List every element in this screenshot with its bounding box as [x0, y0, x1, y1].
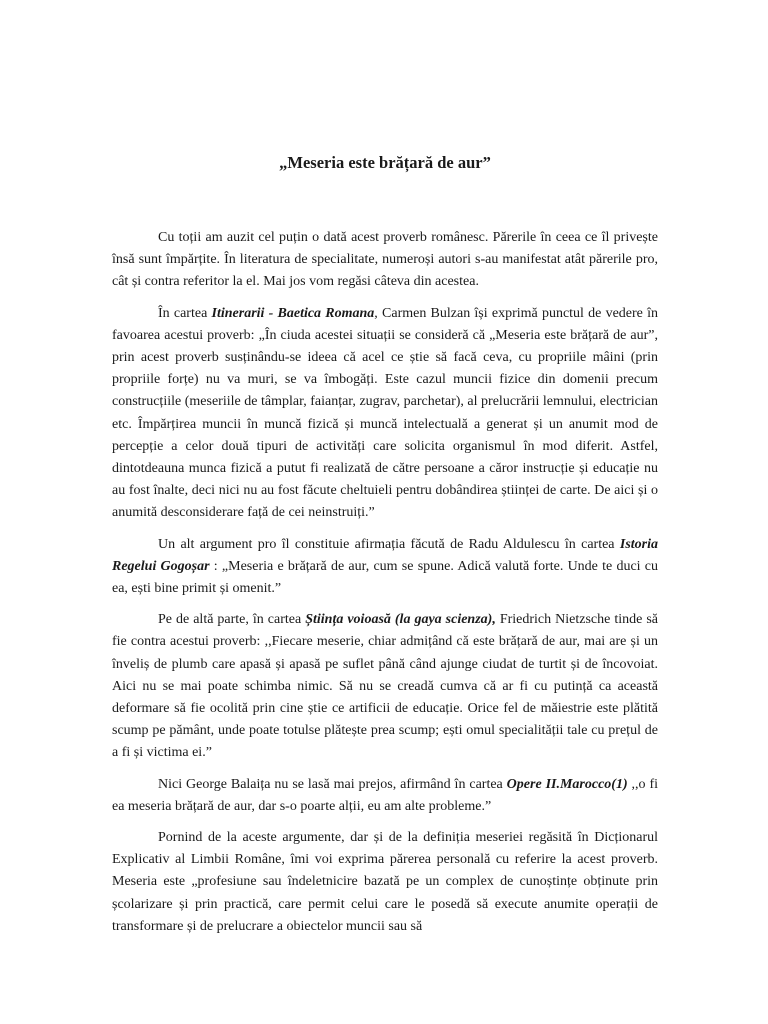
book-title: Istoria Regelui Gogoșar [112, 536, 658, 574]
paragraph-text: Un alt argument pro îl constituie afirmația făcută de Radu Aldulescu în cartea [158, 536, 620, 552]
paragraph-5 [112, 774, 658, 818]
book-title: Știința voioasă (la gaya scienza), [305, 612, 496, 628]
paragraph-text: Pe de altă parte, în cartea [158, 612, 306, 628]
paragraph-text: În cartea [158, 305, 212, 321]
paragraph-4 [112, 609, 658, 764]
paragraph-text: Nici George Balaița nu se lasă mai prejos, afirmând în cartea [158, 776, 507, 792]
document-body [112, 227, 658, 938]
paragraph-2 [112, 303, 658, 525]
document-title: „Meseria este brățară de aur” [279, 153, 491, 172]
paragraph-3 [112, 534, 658, 601]
paragraph-text: : „Meseria e brățară de aur, cum se spune. Adică valută forte. Unde te duci cu ea, ești bine primit și omenit.” [112, 558, 658, 597]
paragraph-text: Pornind de la aceste argumente, dar și de la definiția meseriei regăsită în Dicționarul Explicativ al Limbii Române, îmi voi exprima părerea personală cu referire la acest proverb. Meseria este „profesiune sau îndeletnicire bazată pe un complex de cunoștințe obținute prin școlarizare și prin practică, care permit celui care le posedă să execute anumite operații de transformare și de prelucrare a obiectelor muncii sau să [112, 830, 658, 934]
paragraph-text: Cu toții am auzit cel puțin o dată acest proverb românesc. Părerile în ceea ce îl privește însă sunt împărțite. În literatura de specialitate, numeroși autori s-au manifestat atât părerile pro, cât și contra referitor la el. Mai jos vom regăsi câteva din acestea. [112, 230, 658, 290]
paragraph-text: Friedrich Nietzsche tinde să fie contra acestui proverb: ,,Fiecare meserie, chiar admițând că este brățară de aur, mai are și un înveliș de plumb care apasă și apasă pe suflet până când ajunge ciudat de turtit și de încovoiat. Aici nu se mai poate schimba nimic. Să nu se creadă cumva că ar fi cu putință ca această deformare să fie ocolită prin cine știe ce artificii de educație. Orice fel de măiestrie este plătită scump pe pământ, unde poate totulse plătește prea scump; ești omul specialității tale cu prețul de a fi și victima ei.” [112, 612, 658, 761]
paragraph-1 [112, 227, 658, 294]
paragraph-6 [112, 827, 658, 938]
paragraph-text: ,,o fi ea meseria brățară de aur, dar s-o poarte alții, eu am alte probleme.” [112, 776, 658, 814]
paragraph-text: , Carmen Bulzan își exprimă punctul de vedere în favoarea acestui proverb: „În ciuda acestei situații se consideră că „Meseria este brățară de aur”, prin acest proverb susținându-se ideea că acel ce știe să facă ceva, cu propriile mâini (prin propriile forțe) nu va muri, se va îmbogăți. Este cazul muncii fizice din domenii precum construcțiile (meseriile de tâmplar, faianțar, zugrav, parchetar), al prelucrării lemnului, electrician etc. Împărțirea muncii în muncă fizică și muncă intelectuală a generat și un anumit mod de percepție a celor două tipuri de activități care solicita organismul în mod diferit. Astfel, dintotdeauna munca fizică a putut fi realizată de către persoane a căror instrucție și educație nu au fost înalte, deci nici nu au fost făcute cheltuieli pentru dobândirea științei de carte. De aici și o anumită desconsiderare față de cei neinstruiți.” [112, 305, 658, 521]
book-title: Itinerarii - Baetica Romana [211, 305, 375, 321]
book-title: Opere II.Marocco(1) [506, 776, 628, 792]
